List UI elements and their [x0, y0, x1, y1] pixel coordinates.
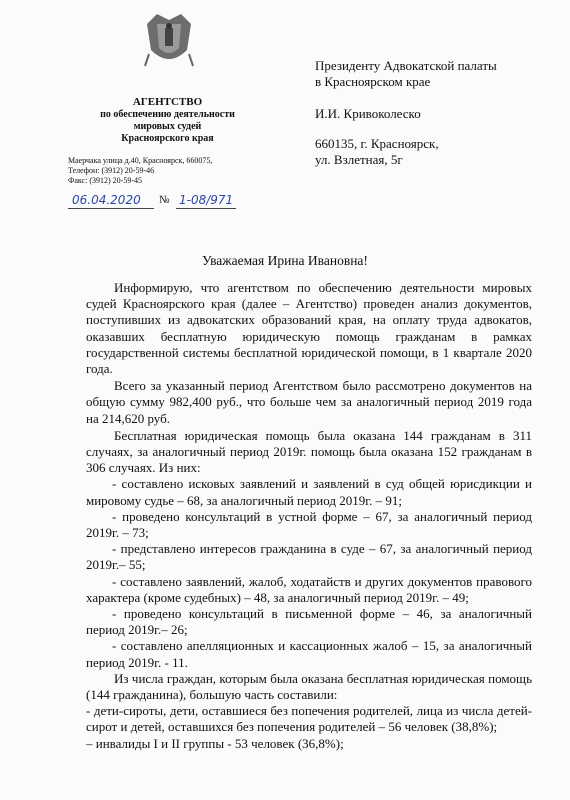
addressee-line: в Красноярском крае [315, 74, 431, 89]
list-item: - проведено консультаций в устной форме – 67, за аналогичный период 2019г. – 73; [86, 508, 532, 541]
addressee-address [315, 136, 439, 168]
list-item: - составлено исковых заявлений и заявлений в суд общей юрисдикции и мировому судье – 68, за аналогичный период 2019г. – 91; [86, 476, 532, 508]
addressee-address-line: 660135, г. Красноярск, [315, 136, 439, 151]
list-item: - проведено консультаций в письменной форме – 46, за аналогичный период 2019г.– 26; [86, 606, 532, 638]
agency-line: по обеспечению деятельности [100, 109, 235, 120]
registration-date: 06.04.2020 [72, 193, 141, 207]
list-item: – инвалиды I и II группы - 53 человек (36,8%); [86, 735, 344, 751]
number-underline [176, 208, 236, 209]
paragraph: Всего за указанный период Агентством было рассмотрено документов на общую сумму 982,400 руб., что больше чем за аналогичный период 2019 года на 214,620 руб. [86, 378, 532, 426]
addressee-line: Президенту Адвокатской палаты [315, 58, 497, 73]
letter-body [86, 280, 532, 752]
list-item: - составлено апелляционных и кассационных жалоб – 15, за аналогичный период 2019г. - 11. [86, 638, 532, 670]
agency-header [60, 96, 275, 145]
greeting: Уважаемая Ирина Ивановна! [202, 253, 368, 268]
addressee-position [315, 58, 497, 90]
date-underline [68, 208, 154, 209]
list-item: - дети-сироты, дети, оставшиеся без попечения родителей, лица из числа детей-сирот и детей, оставшихся без попечения родителей – 56 человек (38,8%); [86, 703, 532, 735]
agency-fax: Факс: (3912) 20-59-45 [68, 176, 142, 185]
addressee-name: И.И. Кривоколеско [315, 106, 421, 121]
agency-phone: Телефон: (3912) 20-59-46 [68, 166, 155, 175]
registration-number-label: № [159, 194, 170, 206]
paragraph: Бесплатная юридическая помощь была оказана 144 гражданам в 311 случаях, за аналогичный период 2019г. помощь была оказана 152 гражданам в 306 случаях. Из них: [86, 427, 532, 476]
agency-contacts [68, 156, 212, 186]
agency-line: мировых судей [133, 121, 202, 132]
paragraph: Информирую, что агентством по обеспечению деятельности мировых судей Красноярского края (далее – Агентство) проведен анализ документов, поступивших из адвокатских образований края, на оплату труда адвокатов, оказавших бесплатную юридическую помощь гражданам в рамках государственной системы бесплатной юридической помощи, в 1 квартале 2020 года. [86, 280, 532, 377]
registration-number: 1-08/971 [179, 193, 234, 207]
registration-line [64, 192, 284, 212]
agency-address: Маерчака улица д.40, Красноярск, 660075, [68, 156, 213, 165]
agency-name: АГЕНТСТВО [132, 96, 203, 108]
addressee-address-line: ул. Взлетная, 5г [315, 152, 403, 167]
coat-of-arms-icon [143, 10, 195, 70]
paragraph: Из числа граждан, которым была оказана бесплатная юридическая помощь (144 гражданина), большую часть составили: [86, 670, 532, 703]
list-item: - составлено заявлений, жалоб, ходатайств и других документов правового характера (кроме судебных) – 48, за аналогичный период 2019г. – 49; [86, 573, 532, 605]
agency-line: Красноярского края [121, 133, 214, 144]
list-item: - представлено интересов гражданина в суде – 67, за аналогичный период 2019г.– 55; [86, 541, 532, 573]
